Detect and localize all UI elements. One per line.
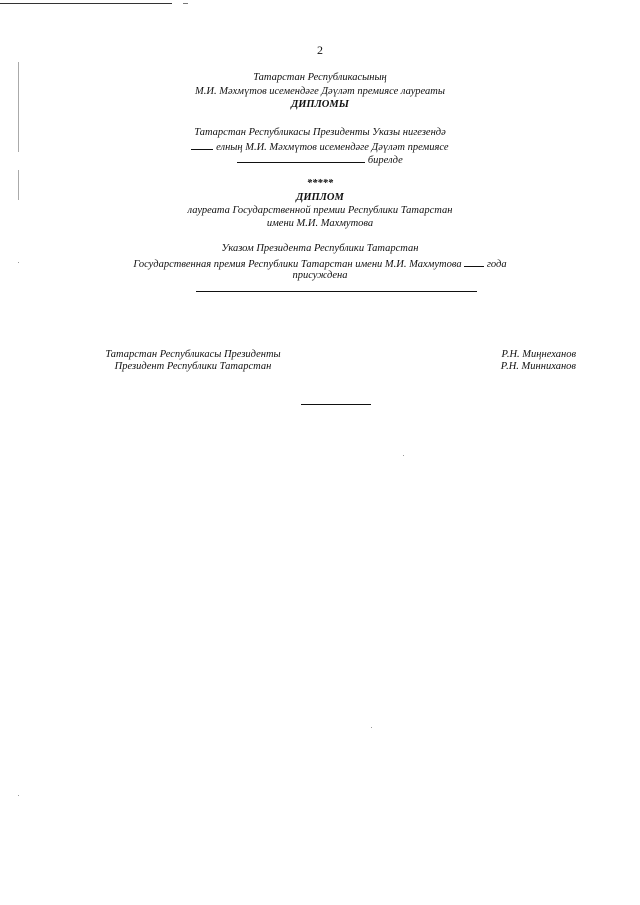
- scan-dot: [371, 727, 372, 728]
- section-separator: *****: [306, 178, 334, 189]
- russian-body-line2: [0, 257, 640, 271]
- russian-body-line3: присуждена: [292, 270, 348, 281]
- russian-body-line1: Указом Президента Республики Татарстан: [221, 243, 419, 254]
- russian-header-line1: лауреата Государственной премии Республики Татарстан: [187, 205, 453, 216]
- tatar-header-line1: Татарстан Республикасының: [253, 72, 387, 83]
- laureate-name-blank: [237, 153, 365, 163]
- tatar-header-line2: М.И. Мәхмүтов исемендәге Дәүләт премиясе лауреаты: [195, 86, 445, 97]
- page-number: 2: [317, 43, 323, 57]
- year-blank: [191, 140, 213, 150]
- russian-body-line2-text: Государственная премия Республики Татарстан имени М.И. Махмутова: [133, 259, 462, 270]
- tatar-diploma-title: ДИПЛОМЫ: [291, 99, 349, 110]
- tatar-body-line3: [0, 153, 640, 167]
- end-of-document-rule: [301, 404, 371, 405]
- signature-title-russian: Президент Республики Татарстан: [114, 361, 272, 372]
- year-blank-ru: [464, 257, 484, 267]
- signature-title-tatar: Татарстан Республикасы Президенты: [105, 349, 281, 360]
- tatar-body-line1: Татарстан Республикасы Президенты Указы нигезендә: [194, 127, 446, 138]
- top-edge-mark: [183, 3, 188, 4]
- signature-name-tatar: Р.Н. Миңнеханов: [501, 349, 576, 360]
- scan-dot: [403, 455, 404, 456]
- tatar-body-line2-text: елның М.И. Мәхмүтов исемендәге Дәүләт премиясе: [216, 142, 449, 153]
- tatar-body-line3-text: бирелде: [367, 155, 403, 166]
- russian-body-line2-suffix: года: [486, 259, 507, 270]
- scan-dot: [18, 795, 19, 796]
- laureate-name-line: [196, 291, 477, 292]
- tatar-body-line2: [0, 140, 640, 154]
- top-edge-rule: [0, 3, 172, 4]
- russian-diploma-title: ДИПЛОМ: [296, 192, 344, 203]
- signature-name-russian: Р.Н. Минниханов: [500, 361, 576, 372]
- russian-header-line2: имени М.И. Махмутова: [266, 218, 374, 229]
